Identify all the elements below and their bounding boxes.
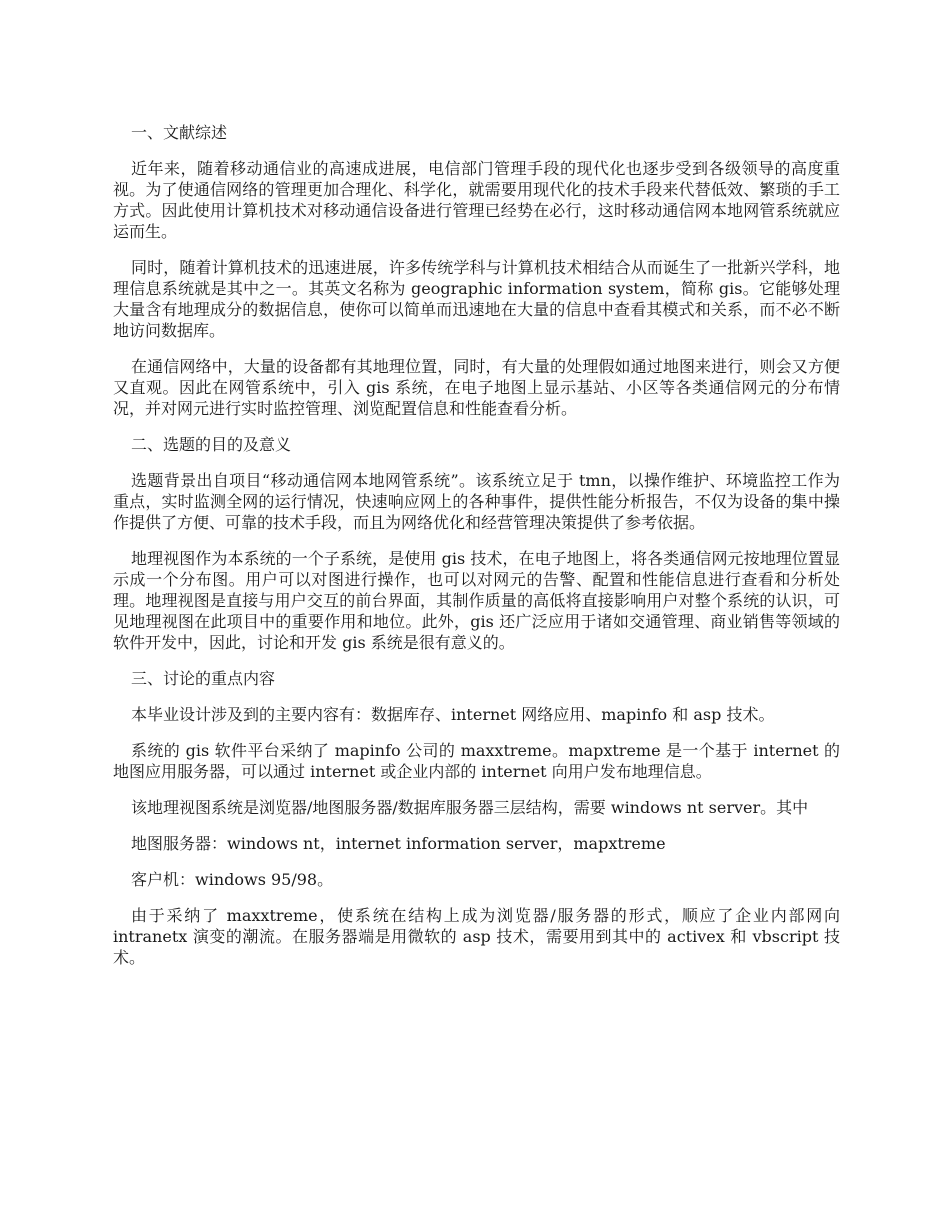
paragraph: 同时，随着计算机技术的迅速进展，许多传统学科与计算机技术相结合从而诞生了一批新兴学科，地理信息系统就是其中之一。其英文名称为 geographic information system，简称 gis。它能够处理大量含有地理成分的数据信息，使你可以简单而迅速地在大量的信息中查看其模式和关系，而不必不断地访问数据库。 [113, 258, 840, 340]
document-page [113, 122, 840, 983]
paragraph: 选题背景出自项目“移动通信网本地网管系统”。该系统立足于 tmn，以操作维护、环境监控工作为重点，实时监测全网的运行情况，快速响应网上的各种事件，提供性能分析报告，不仅为设备的集中操作提供了方便、可靠的技术手段，而且为网络优化和经营管理决策提供了参考依据。 [113, 471, 840, 532]
section-literature-review [113, 122, 840, 419]
paragraph: 地理视图作为本系统的一个子系统，是使用 gis 技术，在电子地图上，将各类通信网元按地理位置显示成一个分布图。用户可以对图进行操作，也可以对网元的告警、配置和性能信息进行查看和分析处理。地理视图是直接与用户交互的前台界面，其制作质量的高低将直接影响用户对整个系统的认识，可见地理视图在此项目中的重要作用和地位。此外，gis 还广泛应用于诸如交通管理、商业销售等领域的软件开发中，因此，讨论和开发 gis 系统是很有意义的。 [113, 549, 840, 652]
paragraph: 近年来，随着移动通信业的高速成进展，电信部门管理手段的现代化也逐步受到各级领导的高度重视。为了使通信网络的管理更加合理化、科学化，就需要用现代化的技术手段来代替低效、繁琐的手工方式。因此使用计算机技术对移动通信设备进行管理已经势在必行，这时移动通信网本地网管系统就应运而生。 [113, 159, 840, 241]
section-heading: 二、选题的目的及意义 [131, 435, 292, 454]
section-key-content [113, 668, 840, 968]
paragraph: 地图服务器：windows nt，internet information server，mapxtreme [131, 834, 666, 853]
paragraph: 客户机：windows 95/98。 [131, 870, 334, 889]
section-heading: 三、讨论的重点内容 [131, 669, 276, 688]
section-heading: 一、文献综述 [131, 123, 228, 142]
paragraph: 在通信网络中，大量的设备都有其地理位置，同时，有大量的处理假如通过地图来进行，则会又方便又直观。因此在网管系统中，引入 gis 系统，在电子地图上显示基站、小区等各类通信网元的分布情况，并对网元进行实时监控管理、浏览配置信息和性能查看分析。 [113, 357, 840, 418]
paragraph: 该地理视图系统是浏览器/地图服务器/数据库服务器三层结构，需要 windows nt server。其中 [131, 798, 809, 817]
paragraph: 由于采纳了 maxxtreme，使系统在结构上成为浏览器/服务器的形式，顺应了企业内部网向 intranetx 演变的潮流。在服务器端是用微软的 asp 技术，需要用到其中的 activex 和 vbscript 技术。 [113, 906, 840, 967]
paragraph: 系统的 gis 软件平台采纳了 mapinfo 公司的 maxxtreme。mapxtreme 是一个基于 internet 的地图应用服务器，可以通过 internet 或企业内部的 internet 向用户发布地理信息。 [113, 741, 840, 781]
paragraph: 本毕业设计涉及到的主要内容有：数据库存、internet 网络应用、mapinfo 和 asp 技术。 [131, 705, 775, 724]
section-purpose-significance [113, 434, 840, 653]
